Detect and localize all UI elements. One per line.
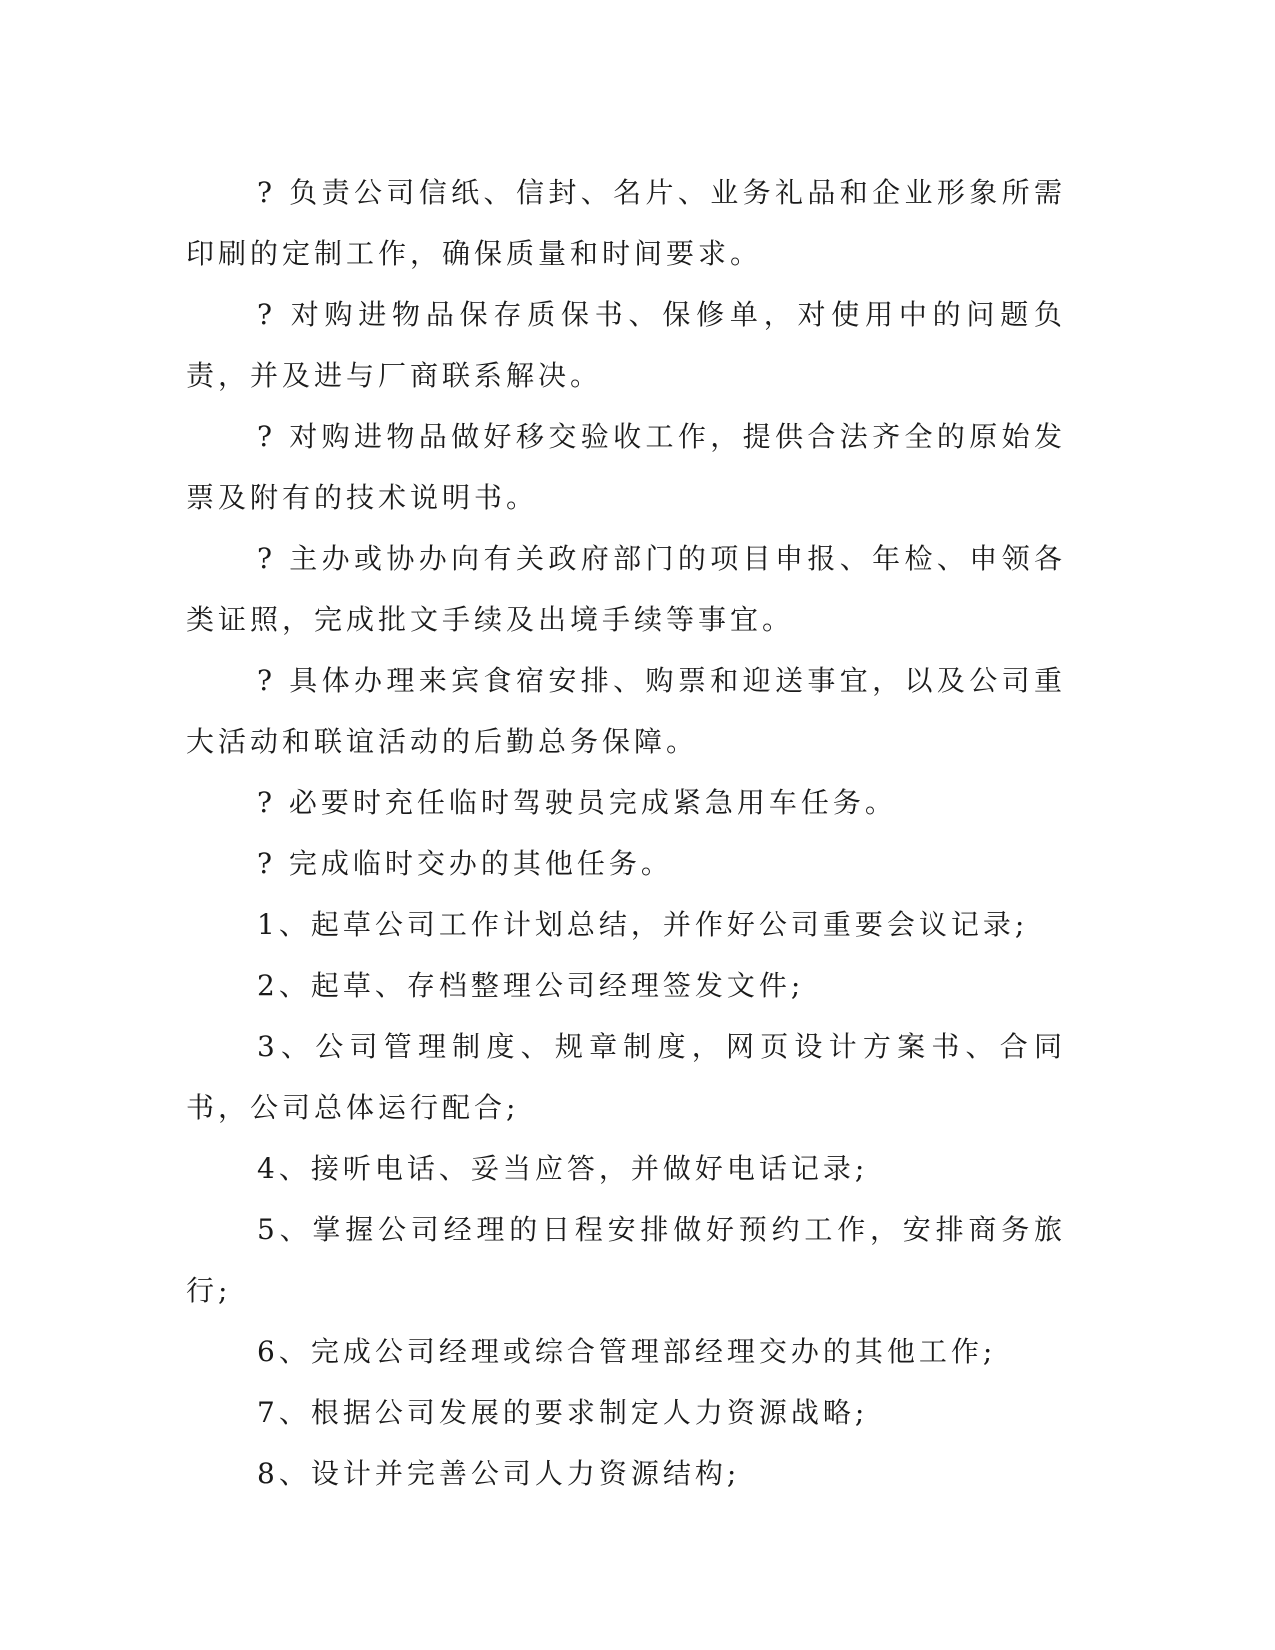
- paragraph-other-tasks: ? 完成临时交办的其他任务。: [257, 847, 673, 880]
- list-item-7: 7、根据公司发展的要求制定人力资源战略;: [257, 1396, 869, 1429]
- paragraph-acceptance-handover: ? 对购进物品做好移交验收工作，提供合法齐全的原始发票及附有的技术说明书。: [186, 420, 1066, 514]
- list-item-6: 6、完成公司经理或综合管理部经理交办的其他工作;: [257, 1335, 997, 1368]
- paragraph-guest-logistics: ? 具体办理来宾食宿安排、购票和迎送事宜，以及公司重大活动和联谊活动的后勤总务保障。: [186, 664, 1066, 758]
- list-item-3: 3、公司管理制度、规章制度，网页设计方案书、合同书，公司总体运行配合;: [186, 1030, 1066, 1124]
- paragraph-stationery-printing: ? 负责公司信纸、信封、名片、业务礼品和企业形象所需印刷的定制工作，确保质量和时间要求。: [186, 176, 1066, 270]
- list-item-2: 2、起草、存档整理公司经理签发文件;: [257, 969, 805, 1002]
- document-body: [186, 162, 1066, 1504]
- paragraph-warranty-records: ? 对购进物品保存质保书、保修单，对使用中的问题负责，并及进与厂商联系解决。: [186, 298, 1066, 392]
- paragraph-government-applications: ? 主办或协办向有关政府部门的项目申报、年检、申领各类证照，完成批文手续及出境手续等事宜。: [186, 542, 1066, 636]
- list-item-1: 1、起草公司工作计划总结，并作好公司重要会议记录;: [257, 908, 1029, 941]
- list-item-8: 8、设计并完善公司人力资源结构;: [257, 1457, 741, 1490]
- list-item-5: 5、掌握公司经理的日程安排做好预约工作，安排商务旅行;: [186, 1213, 1066, 1307]
- list-item-4: 4、接听电话、妥当应答，并做好电话记录;: [257, 1152, 869, 1185]
- paragraph-temporary-driver: ? 必要时充任临时驾驶员完成紧急用车任务。: [257, 786, 897, 819]
